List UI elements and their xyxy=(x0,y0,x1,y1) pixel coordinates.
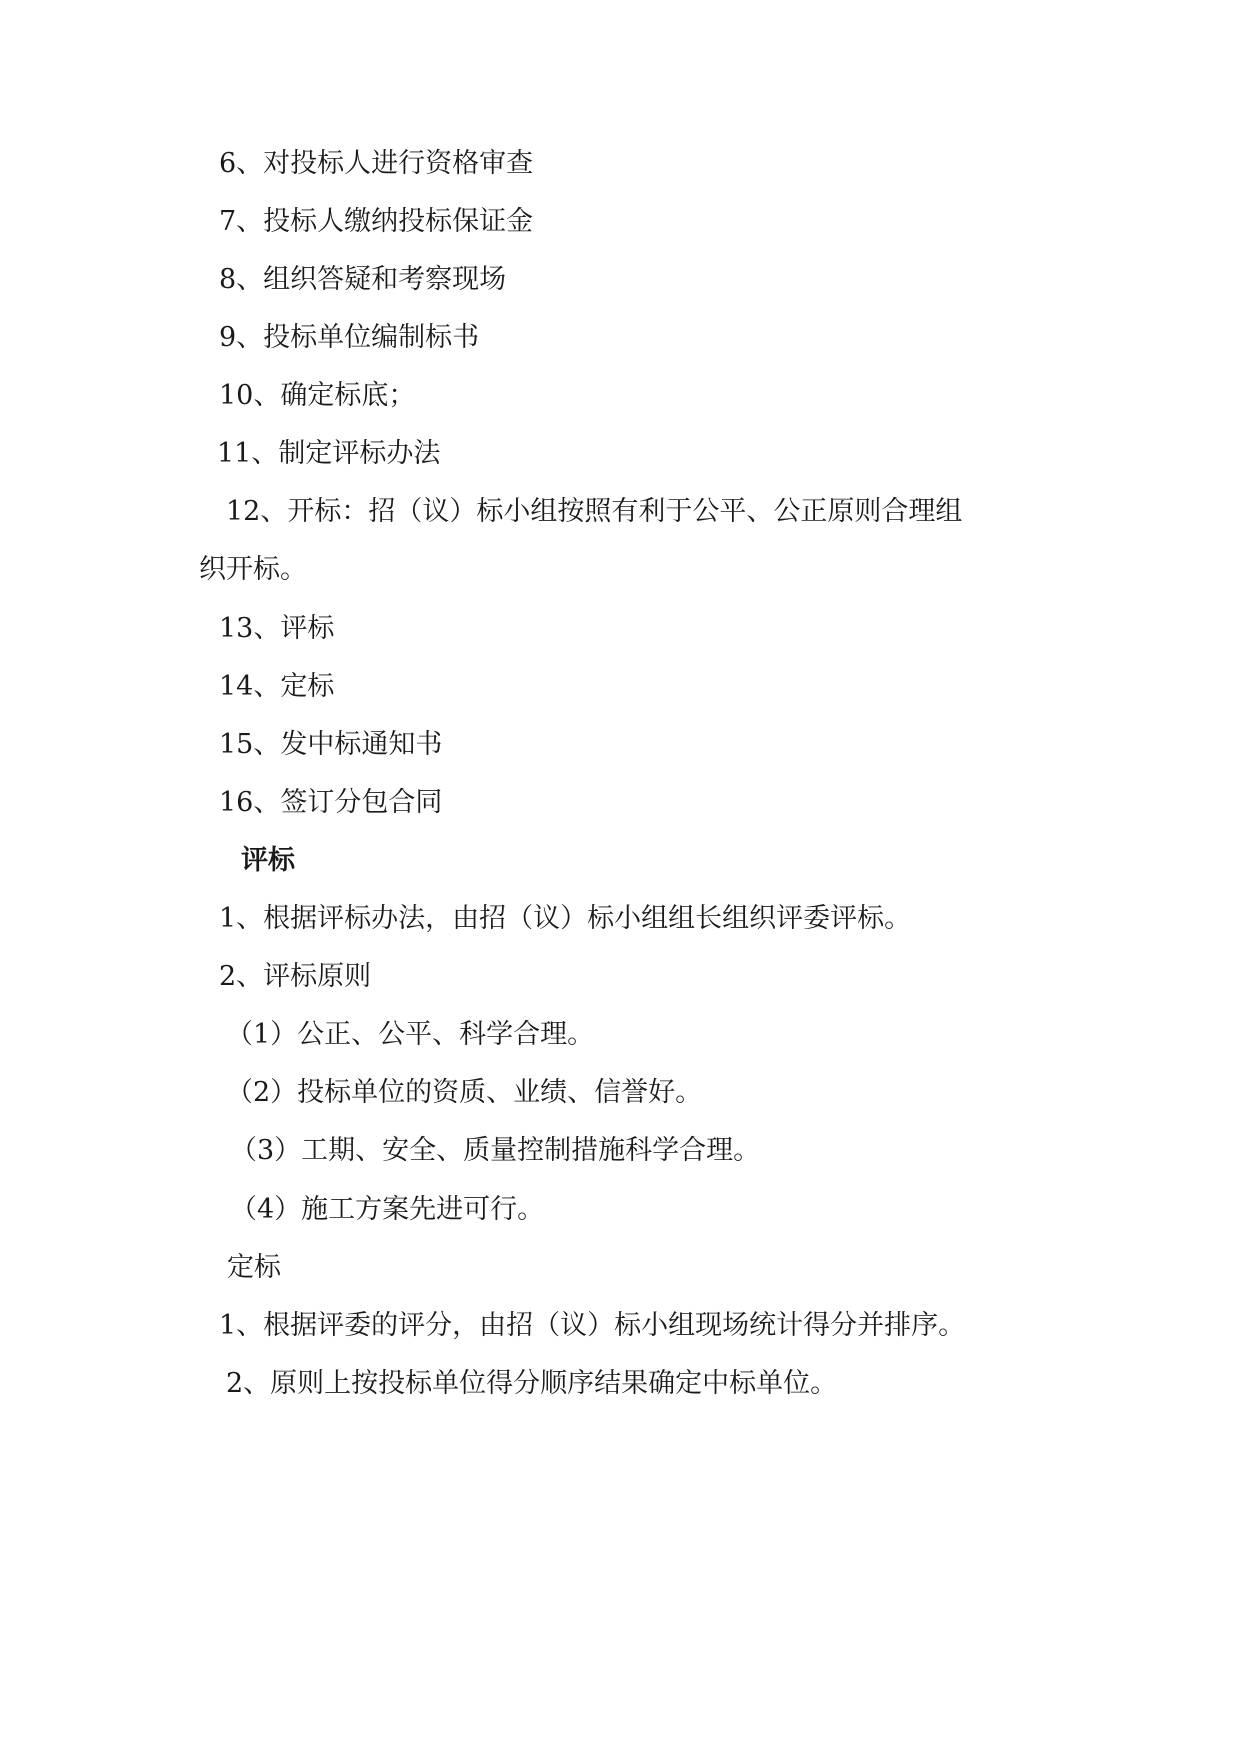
step-11: 11、制定评标办法 xyxy=(217,438,441,469)
evaluation-item: 1、根据评标办法，由招（议）标小组组长组织评委评标。 xyxy=(219,903,912,934)
evaluation-principle: （1）公正、公平、科学合理。 xyxy=(226,1019,595,1050)
award-item: 2、原则上按投标单位得分顺序结果确定中标单位。 xyxy=(226,1368,838,1399)
step-12: 12、开标：招（议）标小组按照有利于公平、公正原则合理组 xyxy=(226,496,963,527)
step-6: 6、对投标人进行资格审查 xyxy=(219,148,534,179)
award-item: 1、根据评委的评分，由招（议）标小组现场统计得分并排序。 xyxy=(219,1310,966,1341)
step-15: 15、发中标通知书 xyxy=(219,729,443,760)
evaluation-item: 2、评标原则 xyxy=(219,961,372,992)
step-9: 9、投标单位编制标书 xyxy=(219,322,480,353)
evaluation-heading: 评标 xyxy=(241,845,295,876)
evaluation-principle: （2）投标单位的资质、业绩、信誉好。 xyxy=(226,1077,703,1108)
evaluation-principle: （3）工期、安全、质量控制措施科学合理。 xyxy=(230,1135,761,1166)
step-8: 8、组织答疑和考察现场 xyxy=(219,264,507,295)
step-13: 13、评标 xyxy=(219,613,335,644)
step-12-continuation: 织开标。 xyxy=(199,554,307,585)
step-16: 16、签订分包合同 xyxy=(219,787,443,818)
step-14: 14、定标 xyxy=(219,671,335,702)
award-heading: 定标 xyxy=(227,1252,281,1283)
step-7: 7、投标人缴纳投标保证金 xyxy=(219,206,534,237)
evaluation-principle: （4）施工方案先进可行。 xyxy=(230,1194,545,1225)
step-10: 10、确定标底； xyxy=(219,380,416,411)
